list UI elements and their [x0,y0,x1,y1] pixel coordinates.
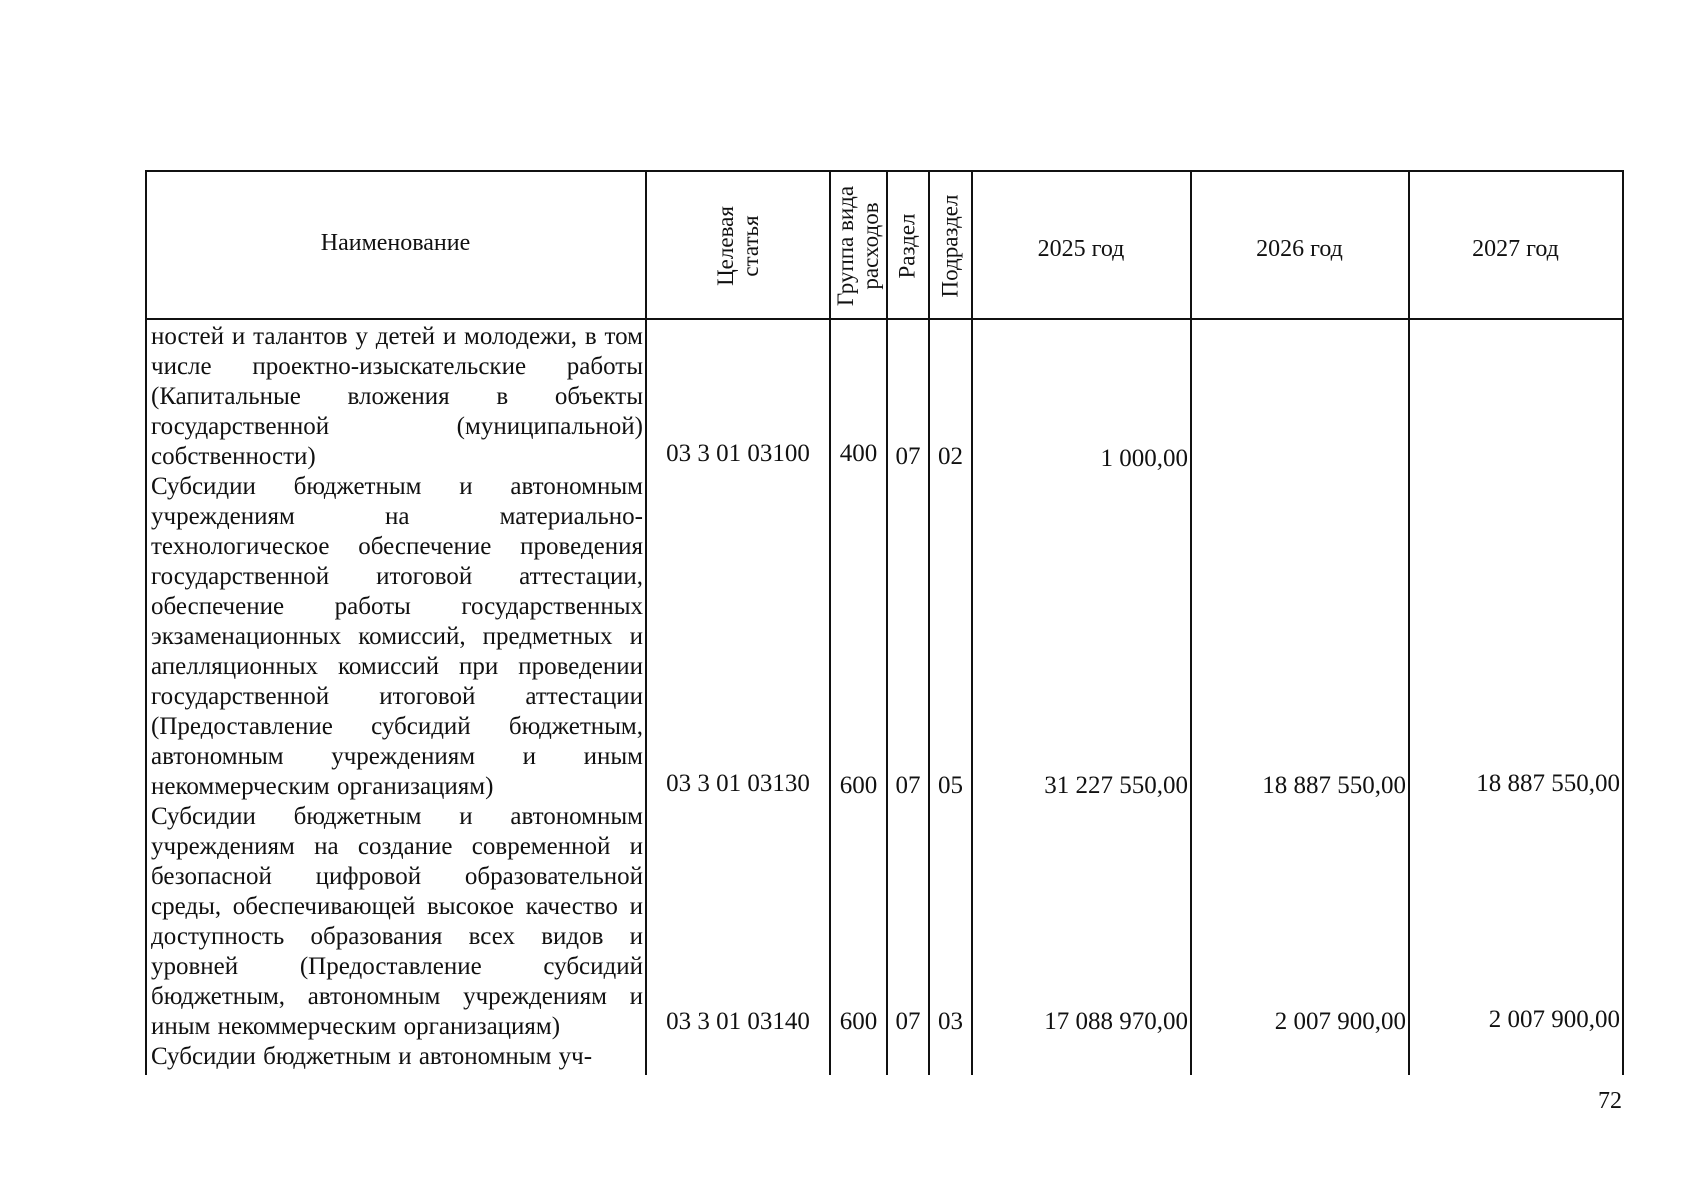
expense-group-value: 600 [839,772,878,799]
amount-2026: 18 887 550,00 [1262,772,1406,799]
section-value: 07 [895,1008,921,1035]
amount-2025: 17 088 970,00 [1044,1008,1188,1035]
header-subsection: Подраздел [937,194,963,298]
header-section: Раздел [894,213,920,279]
row-name: Субсидии бюджетным и автономным учреждениям на создание современной и безопасной цифровой образовательной среды, обеспечивающей высокое качество и доступность образования всех видов и уровней (Предоставление субсидий бюджетным, автономным учреждениям и иным некоммерческим организациям) [151,803,643,1040]
amount-2025: 1 000,00 [1100,445,1188,472]
header-target-article: Целевая статья [713,206,763,286]
subsection-value: 03 [938,1008,963,1035]
row-name: Субсидии бюджетным и автономным учреждениям на материально-технологическое обеспечение проведения государственной итоговой аттестации, обеспечение работы государственных экзаменационных комиссий, предметных и апелляционных комиссий при проведении государственной итоговой аттестации (Предоставление субсидий бюджетным, автономным учреждениям и иным некоммерческим организациям) [151,473,643,800]
col-divider-subsection [971,170,973,1075]
section-value: 07 [895,443,921,470]
target-article-value: 03 3 01 03130 [666,770,810,797]
amount-2027: 18 887 550,00 [1476,770,1620,797]
amount-2027: 2 007 900,00 [1488,1006,1620,1033]
header-bottom-border [145,318,1622,320]
subsection-value: 05 [938,772,963,799]
header-expense-group: Группа вида расходов [833,185,883,307]
name-column [151,322,643,1072]
amount-2026: 2 007 900,00 [1274,1008,1406,1035]
table-top-border [145,170,1622,172]
col-divider-2025 [1190,170,1192,1075]
expense-group-value: 600 [839,1008,878,1035]
header-year-2025: 2025 год [1037,236,1125,262]
section-value: 07 [895,772,921,799]
header-year-2026: 2026 год [1256,236,1343,262]
page-number: 72 [1598,1088,1622,1114]
table-right-border [1622,170,1624,1075]
header-name: Наименование [320,230,471,256]
subsection-value: 02 [938,443,963,470]
col-divider-target [829,170,831,1075]
amount-2025: 31 227 550,00 [1044,772,1188,799]
col-divider-group [886,170,888,1075]
row-name: Субсидии бюджетным и автономным уч- [151,1043,593,1070]
target-article-value: 03 3 01 03140 [666,1008,810,1035]
row-name: ностей и талантов у детей и молодежи, в том числе проектно-изыскательские работы (Капитальные вложения в объекты государственной (муниципальной) собственности) [151,323,643,470]
expense-group-value: 400 [839,440,878,467]
col-divider-2026 [1408,170,1410,1075]
col-divider-name [645,170,647,1075]
target-article-value: 03 3 01 03100 [666,440,810,467]
table-left-border [145,170,147,1075]
col-divider-section [928,170,930,1075]
header-year-2027: 2027 год [1472,236,1559,262]
